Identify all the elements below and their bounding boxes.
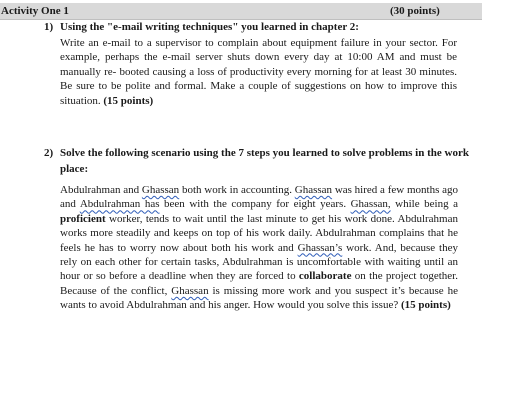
scenario-text: was hired a few months ago and — [60, 184, 459, 211]
spellcheck-word: Ghassan, — [350, 198, 391, 211]
question-1-number: 1) — [44, 21, 54, 33]
bold-term: collaborate — [298, 270, 352, 283]
scenario-text: is missing more work and you suspect it’s because he wants to avoid Abdulrahman and his anger. How would you solve this issue? — [60, 284, 458, 312]
scenario-text: on the project together. Because of the conflict, — [60, 270, 458, 297]
bold-term: proficient — [60, 212, 106, 225]
question-2-points: (15 points) — [400, 299, 451, 312]
spellcheck-word: Ghassan — [171, 284, 209, 297]
question-1-points: (15 points) — [103, 94, 154, 107]
question-1-heading: Using the "e-mail writing techniques" you learned in chapter 2: — [60, 21, 359, 33]
question-2-number: 2) — [44, 147, 54, 159]
spellcheck-word: Abdulrahman has — [79, 198, 160, 211]
activity-title: Activity One 1 — [1, 5, 69, 17]
question-1-body — [60, 36, 457, 108]
question-1-text: Write an e-mail to a supervisor to complain about equipment failure in your sector. For example, perhaps the e-mail server shuts down every day at 10:00 AM and must be manually re- booted causing a loss of productivity every morning for at least 30 minutes. Be sure to be polite and formal. Make a couple of suggestions on how to improve this situation. — [60, 37, 457, 107]
activity-points: (30 points) — [390, 5, 440, 17]
scenario-text: been with the company for eight years. — [159, 198, 351, 211]
spellcheck-word: Ghassan — [294, 184, 333, 196]
question-2-heading: Solve the following scenario using the 7 steps you learned to solve problems in the work place: — [60, 147, 469, 175]
spellcheck-word: Ghassan — [141, 184, 180, 196]
scenario-text: both work in accounting. — [179, 184, 295, 196]
question-2-body — [60, 183, 458, 313]
spellcheck-word: Ghassan’s — [297, 241, 343, 254]
scenario-text: while being a — [390, 198, 458, 211]
scenario-text: worker, tends to wait until the last minute to get his work done. Abdulrahman works more steadily and keeps on top of his work daily. Abdulrahman complains that he feels he has to worry now about both his work and — [60, 212, 458, 254]
activity-header-bar — [0, 3, 482, 20]
scenario-text: work. And, because they rely on each other for certain tasks, Abdulrahman is uncomfortable with waiting until an hour or so before a deadline when they are forced to — [60, 241, 458, 283]
scenario-text: Abdulrahman and — [60, 184, 142, 196]
